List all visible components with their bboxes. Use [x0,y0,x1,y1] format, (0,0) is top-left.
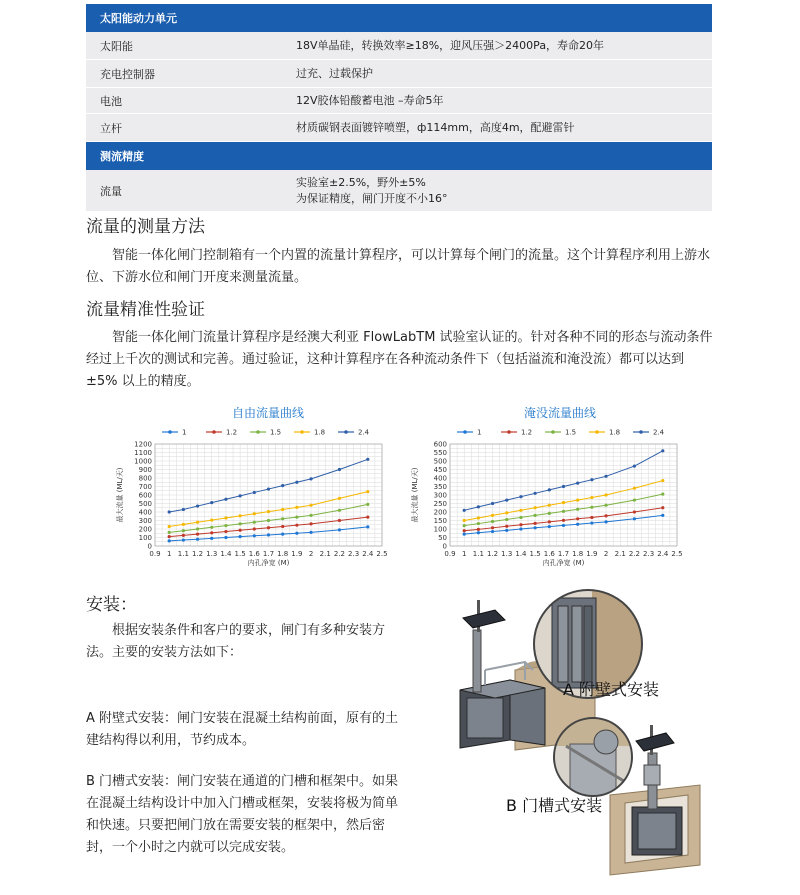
y-tick-label: 600 [138,491,152,500]
data-point [477,531,480,534]
data-point [309,522,312,525]
data-point [491,502,494,505]
legend-marker [212,430,216,434]
data-point [267,510,270,513]
data-point [366,516,369,519]
y-tick-label: 600 [433,440,447,449]
data-point [661,479,664,482]
data-point [295,516,298,519]
data-point [548,488,551,491]
y-axis-label: 最大流量 (ML/天) [411,467,419,523]
data-point [661,514,664,517]
data-point [463,519,466,522]
data-point [548,520,551,523]
data-point [590,496,593,499]
data-point [168,535,171,538]
legend-label: 1 [477,428,482,437]
x-tick-label: 0.9 [149,550,161,558]
flow-accuracy-line1: 实验室±2.5%，野外±5% [296,175,426,189]
legend-marker [168,430,172,434]
data-point [548,512,551,515]
y-tick-label: 200 [433,508,447,517]
data-point [338,468,341,471]
y-tick-label: 1000 [134,457,152,466]
data-point [295,481,298,484]
legend-label: 1.2 [226,428,238,437]
legend-item [206,429,237,437]
table-key: 充电控制器 [100,67,155,81]
legend-item [250,429,281,437]
legend-marker [639,430,643,434]
data-point [477,522,480,525]
data-point [182,534,185,537]
data-point [210,518,213,521]
data-point [604,493,607,496]
data-point [338,528,341,531]
legend-label: 2.4 [653,428,665,437]
legend-item [633,429,665,437]
data-point [576,499,579,502]
data-point [267,519,270,522]
legend-label: 1.2 [521,428,533,437]
install-a-text: A 附壁式安装：闸门安装在混凝土结构前面，原有的土建结构得以利用，节约成本。 [86,711,399,748]
x-tick-label: 1.8 [572,550,584,558]
data-point [338,497,341,500]
legend-item [501,429,532,437]
data-point [576,523,579,526]
data-point [576,508,579,511]
data-point [534,514,537,517]
x-tick-label: 1 [461,550,467,558]
data-point [366,525,369,528]
data-point [224,536,227,539]
data-point [168,525,171,528]
install-heading: 安装： [86,595,137,615]
data-point [196,504,199,507]
data-point [590,516,593,519]
table-key: 太阳能 [100,39,133,53]
table-row [86,114,712,142]
data-point [590,521,593,524]
y-tick-label: 1100 [134,449,152,457]
x-tick-label: 1.9 [586,550,598,558]
legend-marker [256,430,260,434]
table-row [86,170,712,212]
data-point [210,501,213,504]
table-row [86,60,712,88]
channel-gate-illustration [600,725,710,885]
x-tick-label: 1.3 [206,550,218,558]
x-tick-label: 1.2 [486,550,499,558]
legend-item [294,429,325,437]
y-tick-label: 200 [138,525,152,534]
data-point [182,523,185,526]
legend-marker [300,430,304,434]
data-point [519,523,522,526]
y-tick-label: 550 [433,449,447,457]
data-point [491,514,494,517]
data-point [366,458,369,461]
y-tick-label: 100 [433,525,447,534]
data-point [253,491,256,494]
data-point [239,514,242,517]
x-tick-label: 1.6 [248,550,260,558]
data-point [633,465,636,468]
table-value: 18V单晶硅，转换效率≥18%，迎风压强＞2400Pa，寿命20年 [296,38,605,52]
data-point [281,484,284,487]
x-tick-label: 2.2 [333,550,346,558]
spec-table [86,4,712,212]
data-point [604,475,607,478]
x-tick-label: 2.3 [643,550,655,558]
data-point [633,487,636,490]
data-point [210,537,213,540]
data-point [548,504,551,507]
y-tick-label: 1200 [134,440,152,449]
x-tick-label: 2.4 [657,550,669,558]
data-point [534,492,537,495]
y-tick-label: 400 [433,474,447,483]
x-tick-label: 2.5 [671,550,683,558]
y-tick-label: 100 [138,534,152,542]
y-tick-label: 900 [138,466,152,474]
legend-label: 1 [182,428,187,437]
legend-label: 1.8 [609,428,621,437]
data-point [633,510,636,513]
data-point [576,482,579,485]
data-point [633,517,636,520]
x-tick-label: 2.2 [628,550,641,558]
data-point [534,506,537,509]
table-section-header: 测流精度 [86,142,712,170]
legend-label: 2.4 [358,428,370,437]
y-tick-label: 0 [442,542,447,551]
data-point [253,512,256,515]
data-point [477,528,480,531]
x-tick-label: 0.9 [444,550,456,558]
data-point [505,525,508,528]
data-point [519,495,522,498]
x-tick-label: 1.5 [529,550,541,558]
data-point [168,510,171,513]
data-point [519,527,522,530]
free-flow-chart [110,424,400,574]
legend-item [545,429,576,437]
data-point [239,494,242,497]
data-point [548,525,551,528]
x-tick-label: 2.3 [348,550,360,558]
method-heading: 流量的测量方法 [86,217,205,237]
data-point [562,510,565,513]
data-point [309,504,312,507]
legend-label: 1.5 [270,428,282,437]
data-point [366,503,369,506]
data-point [562,485,565,488]
legend-label: 1.5 [565,428,577,437]
data-point [519,516,522,519]
data-point [281,533,284,536]
verify-paragraph: 智能一体化闸门流量计算程序是经澳大利亚 FlowLabTM 试验室认证的。针对各种不同的形态与流动条件经过上千次的测试和完善。通过验证，这种计算程序在各种流动条件下（包括溢流和淹没流）都可以达到 ±5% 以上的精度。 [86,330,713,389]
data-point [182,538,185,541]
y-tick-label: 300 [433,491,447,500]
data-point [253,521,256,524]
data-point [182,529,185,532]
data-point [295,532,298,535]
data-point [309,477,312,480]
x-tick-label: 1.6 [543,550,555,558]
verify-heading: 流量精准性验证 [86,300,205,320]
data-point [182,508,185,511]
data-point [562,501,565,504]
data-point [576,517,579,520]
data-point [168,539,171,542]
data-point [534,522,537,525]
x-tick-label: 2.4 [362,550,374,558]
data-point [604,520,607,523]
x-tick-label: 2.1 [614,550,626,558]
table-row [86,88,712,114]
data-point [224,498,227,501]
data-point [210,526,213,529]
data-point [253,534,256,537]
submerged-flow-chart [405,424,695,574]
data-point [505,511,508,514]
data-point [519,509,522,512]
data-point [491,530,494,533]
x-tick-label: 1.4 [515,550,527,558]
method-paragraph: 智能一体化闸门控制箱有一个内置的流量计算程序，可以计算每个闸门的流量。这个计算程序利用上游水位、下游水位和闸门开度来测量流量。 [86,248,711,285]
x-tick-label: 1.8 [277,550,289,558]
x-axis-label: 内孔净宽 (M) [247,559,290,567]
y-tick-label: 700 [138,483,152,491]
data-point [661,506,664,509]
y-tick-label: 500 [138,500,152,508]
data-point [590,478,593,481]
y-tick-label: 0 [147,542,152,551]
y-tick-label: 800 [138,474,152,483]
legend-item [589,429,620,437]
table-key: 立杆 [100,121,122,135]
data-point [477,505,480,508]
data-point [309,531,312,534]
x-tick-label: 1.7 [557,550,570,558]
y-tick-label: 500 [433,457,447,466]
data-point [366,490,369,493]
data-point [463,509,466,512]
flow-accuracy-line2: 为保证精度，闸门开度不小16° [296,191,448,205]
data-point [534,526,537,529]
x-axis-label: 内孔净宽 (M) [542,559,585,567]
x-tick-label: 1.9 [291,550,303,558]
x-tick-label: 1.2 [191,550,204,558]
data-point [281,525,284,528]
legend-marker [463,430,467,434]
legend-item [457,429,481,437]
data-point [463,529,466,532]
x-tick-label: 1.1 [472,550,484,558]
chart-title: 淹没流量曲线 [523,406,596,420]
x-tick-label: 1.3 [501,550,513,558]
data-point [295,524,298,527]
data-point [590,506,593,509]
data-point [267,487,270,490]
legend-item [338,429,370,437]
y-tick-label: 50 [438,534,447,542]
table-row [86,32,712,60]
data-point [281,508,284,511]
data-point [604,514,607,517]
data-point [661,449,664,452]
data-point [224,524,227,527]
x-tick-label: 1.5 [234,550,246,558]
table-key: 电池 [100,94,122,108]
table-value: 过充、过载保护 [296,66,373,80]
table-value: 12V胶体铅酸蓄电池 –寿命5年 [296,93,444,107]
data-point [477,516,480,519]
y-tick-label: 250 [433,500,447,508]
y-tick-label: 300 [138,517,152,525]
data-point [196,533,199,536]
table-section-header: 太阳能动力单元 [86,4,712,32]
table-value: 材质碳钢表面镀锌喷塑，ф114mm，高度4m，配避雷针 [296,120,575,134]
legend-marker [344,430,348,434]
y-axis-label: 最大流量 (ML/天) [116,467,124,523]
data-point [338,509,341,512]
x-tick-label: 1.7 [262,550,275,558]
data-point [463,533,466,536]
data-point [196,521,199,524]
x-tick-label: 2.1 [319,550,331,558]
data-point [604,504,607,507]
data-point [210,531,213,534]
y-tick-label: 450 [433,466,447,474]
legend-marker [507,430,511,434]
install-intro: 根据安装条件和客户的要求，闸门有多种安装方法。主要的安装方法如下： [86,623,386,660]
data-point [491,520,494,523]
x-tick-label: 1.1 [177,550,189,558]
label-b: B 门槽式安装 [506,796,603,815]
chart-title: 自由流量曲线 [231,406,304,420]
x-tick-label: 2.5 [376,550,388,558]
data-point [239,522,242,525]
data-point [224,530,227,533]
data-point [633,499,636,502]
data-point [505,529,508,532]
install-b-text: B 门槽式安装：闸门安装在通道的门槽和框架中。如果在混凝土结构设计中加入门槽或框架，安装将极为简单和快速。只要把闸门放在需要安装的框架中，然后密封，一个小时之内就可以完成安装。 [86,774,399,855]
legend-marker [595,430,599,434]
label-a: A 附壁式安装 [563,680,660,699]
data-point [196,538,199,541]
data-point [267,533,270,536]
legend-label: 1.8 [314,428,326,437]
legend-item [162,429,186,437]
y-tick-label: 150 [433,517,447,525]
x-tick-label: 2 [308,550,314,558]
data-point [196,527,199,530]
data-point [505,499,508,502]
data-point [562,519,565,522]
data-point [281,517,284,520]
y-tick-label: 400 [138,508,152,517]
data-point [491,526,494,529]
data-point [463,524,466,527]
x-tick-label: 2 [603,550,609,558]
data-point [338,519,341,522]
data-point [224,516,227,519]
legend-marker [551,430,555,434]
data-point [562,524,565,527]
data-point [239,535,242,538]
data-point [295,506,298,509]
y-tick-label: 350 [433,483,447,491]
data-point [505,518,508,521]
data-point [267,526,270,529]
data-point [168,531,171,534]
x-tick-label: 1 [166,550,172,558]
data-point [309,514,312,517]
x-tick-label: 1.4 [220,550,232,558]
data-point [661,493,664,496]
table-value [296,175,712,207]
data-point [253,527,256,530]
table-key: 流量 [100,184,122,198]
data-point [239,529,242,532]
